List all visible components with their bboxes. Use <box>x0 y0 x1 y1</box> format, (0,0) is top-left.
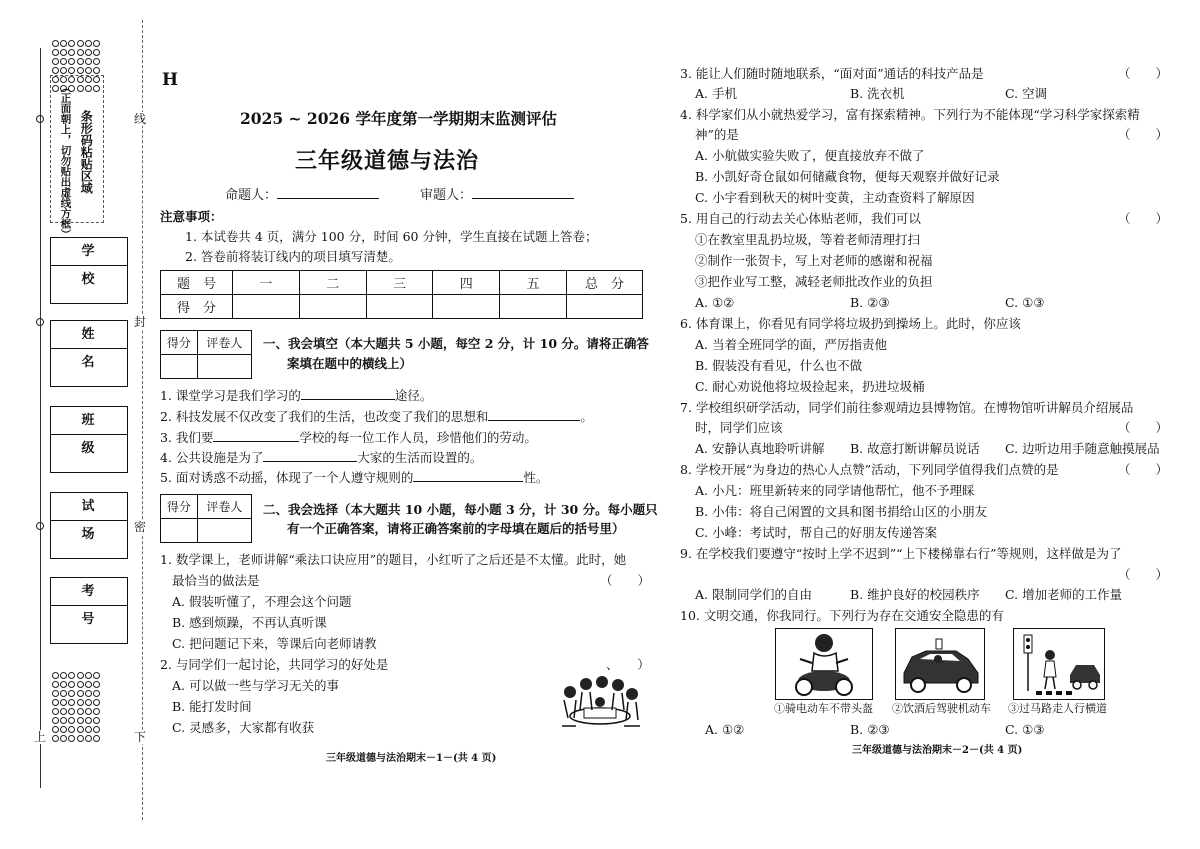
score-cell[interactable] <box>567 295 643 319</box>
binding-dot <box>93 717 100 724</box>
notes-title: 注意事项： <box>160 209 223 224</box>
binding-dot <box>52 681 59 688</box>
binding-dot <box>52 67 59 74</box>
answer-paren[interactable]: （ ） <box>1118 66 1169 81</box>
option: B. 感到烦躁，不再认真听课 <box>172 615 327 630</box>
exam-title: 2025 ~ 2026 学年度第一学期期末监测评估 <box>240 109 557 128</box>
barcode-note: （正面朝上，切勿贴出虚线方框） <box>59 82 72 240</box>
binding-dot <box>52 726 59 733</box>
binding-dot <box>68 67 75 74</box>
question-2: 2. 与同学们一起讨论，共同学习的好处是 <box>160 657 389 672</box>
binding-rule <box>40 48 41 788</box>
binding-dot <box>52 717 59 724</box>
field-name[interactable]: 姓 名 <box>50 320 128 387</box>
binding-dot <box>68 49 75 56</box>
section1-title: 一、我会填空（本大题共 5 小题，每空 2 分，计 10 分。请将正确答 <box>263 336 649 351</box>
score-cell[interactable] <box>366 295 433 319</box>
binding-dot <box>85 672 92 679</box>
score-header: 五 <box>500 271 567 295</box>
score-cell[interactable] <box>233 295 300 319</box>
section2-title-cont: 有一个正确答案，请将正确答案前的字母填在题后的括号里） <box>287 521 625 536</box>
binding-dot <box>93 40 100 47</box>
answer-blank[interactable] <box>301 399 395 400</box>
score-cell[interactable] <box>299 295 366 319</box>
question-7-cont: 时，同学们应该 <box>695 420 783 435</box>
answer-paren[interactable]: （ ） <box>1118 567 1169 582</box>
binding-dot <box>52 49 59 56</box>
option: A. 小凡：班里新转来的同学请他帮忙，他不予理睬 <box>695 483 975 498</box>
picture-ebike-no-helmet <box>775 628 873 700</box>
answer-paren[interactable]: （ ） <box>1118 127 1169 142</box>
option: B. 小凯好奇仓鼠如何储藏食物，便每天观察并做好记录 <box>695 169 1000 184</box>
fill-question-5: 5. 面对诱惑不动摇，体现了一个人遵守规则的 性。 <box>160 470 549 485</box>
binding-dot <box>52 708 59 715</box>
question-7: 7. 学校组织研学活动，同学们前往参观靖边县博物馆。在博物馆听讲解员介绍展品 <box>680 400 1134 415</box>
binding-dots-bottom <box>51 672 101 742</box>
binding-dot <box>85 717 92 724</box>
binding-dot <box>60 49 67 56</box>
binding-dot <box>93 67 100 74</box>
question-8: 8. 学校开展“为身边的热心人点赞”活动，下列同学值得我们点赞的是 <box>680 462 1059 477</box>
binding-dot <box>85 708 92 715</box>
binding-dot <box>52 40 59 47</box>
grader-box-2: 得分 评卷人 <box>160 494 252 543</box>
binding-dot <box>52 699 59 706</box>
option: C. 耐心劝说他将垃圾捡起来，扔进垃圾桶 <box>695 379 925 394</box>
option: A. 限制同学们的自由 <box>695 587 812 602</box>
binding-dot <box>77 58 84 65</box>
binding-dot <box>77 681 84 688</box>
binding-dot <box>77 735 84 742</box>
score-cell[interactable] <box>433 295 500 319</box>
binding-dot <box>93 690 100 697</box>
binding-dot <box>77 717 84 724</box>
version-letter: H <box>162 70 179 90</box>
binding-dot <box>85 735 92 742</box>
binding-dot <box>52 690 59 697</box>
picture-crosswalk <box>1013 628 1105 700</box>
binding-dot <box>60 40 67 47</box>
question-5: 5. 用自己的行动去关心体贴老师，我们可以 <box>680 211 921 226</box>
binding-dot <box>85 699 92 706</box>
binding-dot <box>93 58 100 65</box>
question-1-cont: 最恰当的做法是 <box>172 573 260 588</box>
option: C. 小峰：考试时，帮自己的好朋友传递答案 <box>695 525 938 540</box>
answer-blank[interactable] <box>413 481 523 482</box>
option: B. ②③ <box>850 722 890 737</box>
question-10: 10. 文明交通，你我同行。下列行为存在交通安全隐患的有 <box>680 608 1004 623</box>
option: A. ①② <box>705 722 745 737</box>
binding-dot <box>77 40 84 47</box>
binding-dot <box>85 67 92 74</box>
score-header: 三 <box>366 271 433 295</box>
option: C. 灵感多，大家都有收获 <box>172 720 315 735</box>
binding-dot <box>60 690 67 697</box>
section2-title: 二、我会选择（本大题共 10 小题，每小题 3 分，计 30 分。每小题只 <box>263 502 658 517</box>
page-footer-left: 三年级道德与法治期末－1－(共 4 页) <box>326 753 497 764</box>
option: B. 小伟：将自己闲置的文具和图书捐给山区的小朋友 <box>695 504 988 519</box>
page-footer-right: 三年级道德与法治期末－2－(共 4 页) <box>852 745 1023 756</box>
binding-ring <box>36 318 44 326</box>
option: A. 安静认真地聆听讲解 <box>695 441 825 456</box>
binding-dot <box>68 672 75 679</box>
option: A. 小航做实验失败了，便直接放弃不做了 <box>695 148 925 163</box>
fill-question-1: 1. 课堂学习是我们学习的 途径。 <box>160 388 433 403</box>
barcode-area <box>50 75 104 240</box>
question-3: 3. 能让人们随时随地联系，“面对面”通话的科技产品是 <box>680 66 984 81</box>
binding-dot <box>60 681 67 688</box>
binding-dot <box>93 735 100 742</box>
binding-dot <box>52 735 59 742</box>
cut-mark: 上 <box>34 730 47 744</box>
score-header: 一 <box>233 271 300 295</box>
option: B. 假装没有看见，什么也不做 <box>695 358 863 373</box>
binding-dot <box>60 58 67 65</box>
answer-paren[interactable]: 、 ） <box>606 657 650 672</box>
field-exam-number[interactable]: 考 号 <box>50 577 128 644</box>
field-class[interactable]: 班 级 <box>50 406 128 473</box>
binding-ring <box>36 522 44 530</box>
binding-dot <box>93 726 100 733</box>
binding-dot <box>77 49 84 56</box>
author-field[interactable]: 命题人： <box>225 188 379 204</box>
binding-dot <box>68 681 75 688</box>
question-4: 4. 科学家们从小就热爱学习，富有探索精神。下列行为不能体现“学习科学家探索精 <box>680 107 1140 122</box>
binding-ring <box>36 115 44 123</box>
binding-dot <box>60 708 67 715</box>
option: A. 假装听懂了，不理会这个问题 <box>172 594 352 609</box>
statement: ②制作一张贺卡，写上对老师的感谢和祝福 <box>695 253 933 268</box>
binding-dot <box>93 681 100 688</box>
cut-line <box>142 20 143 820</box>
option: C. ①③ <box>1005 722 1045 737</box>
picture-caption: ②饮酒后驾驶机动车 <box>892 702 991 715</box>
binding-dot <box>68 690 75 697</box>
option: A. 当着全班同学的面，严厉指责他 <box>695 337 887 352</box>
binding-dot <box>85 726 92 733</box>
cut-mark: 封 <box>134 315 147 329</box>
cut-mark: 线 <box>134 112 147 126</box>
score-cell[interactable] <box>500 295 567 319</box>
option: B. 洗衣机 <box>850 86 905 101</box>
cut-mark: 密 <box>134 520 147 534</box>
cut-mark: 下 <box>134 730 147 744</box>
option: A. ①② <box>695 295 735 310</box>
binding-dot <box>77 699 84 706</box>
reviewer-field[interactable]: 审题人： <box>420 188 574 204</box>
option: B. 能打发时间 <box>172 699 252 714</box>
option: A. 可以做一些与学习无关的事 <box>172 678 339 693</box>
score-header: 题 号 <box>161 271 233 295</box>
binding-dot <box>77 67 84 74</box>
binding-dot <box>93 699 100 706</box>
question-4-cont: 神”的是 <box>695 127 739 142</box>
answer-blank[interactable] <box>213 441 299 442</box>
binding-dot <box>77 690 84 697</box>
binding-dot <box>68 58 75 65</box>
binding-dot <box>52 672 59 679</box>
group-study-illustration <box>556 672 644 732</box>
statement: ③把作业写工整，减轻老师批改作业的负担 <box>695 274 933 289</box>
binding-dot <box>68 735 75 742</box>
answer-paren[interactable]: （ ） <box>1118 420 1169 435</box>
option: A. 手机 <box>695 86 737 101</box>
binding-dot <box>93 708 100 715</box>
option: B. 维护良好的校园秩序 <box>850 587 980 602</box>
score-header: 总 分 <box>567 271 643 295</box>
binding-dot <box>85 58 92 65</box>
binding-dot <box>85 49 92 56</box>
note-item: 2. 答卷前将装订线内的项目填写清楚。 <box>185 249 401 264</box>
binding-dot <box>60 67 67 74</box>
score-header: 四 <box>433 271 500 295</box>
option: B. 故意打断讲解员说话 <box>850 441 980 456</box>
question-9: 9. 在学校我们要遵守“按时上学不迟到”“上下楼梯靠右行”等规则，这样做是为了 <box>680 546 1122 561</box>
section1-title-cont: 案填在题中的横线上） <box>287 356 413 371</box>
answer-paren[interactable]: （ ） <box>600 573 651 588</box>
subject-title: 三年级道德与法治 <box>295 148 480 174</box>
option: C. 边听边用手随意触摸展品 <box>1005 441 1160 456</box>
note-item: 1. 本试卷共 4 页，满分 100 分，时间 60 分钟，学生直接在试题上答卷； <box>185 229 598 244</box>
picture-caption: ③过马路走人行横道 <box>1008 702 1107 715</box>
binding-dot <box>68 726 75 733</box>
binding-dot <box>77 726 84 733</box>
binding-dot <box>77 708 84 715</box>
binding-dot <box>52 58 59 65</box>
answer-blank[interactable] <box>263 461 357 462</box>
binding-dot <box>60 717 67 724</box>
binding-dot <box>60 735 67 742</box>
binding-dot <box>93 49 100 56</box>
grader-box-1: 得分 评卷人 <box>160 330 252 379</box>
picture-caption: ①骑电动车不带头盔 <box>774 702 873 715</box>
option: C. 把问题记下来，等课后向老师请教 <box>172 636 377 651</box>
score-table <box>160 270 643 319</box>
binding-dot <box>68 717 75 724</box>
statement: ①在教室里乱扔垃圾，等着老师清理打扫 <box>695 232 921 247</box>
binding-dot <box>85 40 92 47</box>
binding-dot <box>93 672 100 679</box>
barcode-label: 条形码粘贴区域 <box>79 110 94 194</box>
option: C. 空调 <box>1005 86 1048 101</box>
field-exam-room[interactable]: 试 场 <box>50 492 128 559</box>
binding-dot <box>60 699 67 706</box>
option: C. 增加老师的工作量 <box>1005 587 1123 602</box>
option: B. ②③ <box>850 295 890 310</box>
binding-dot <box>77 672 84 679</box>
fill-question-4: 4. 公共设施是为了 大家的生活而设置的。 <box>160 450 483 465</box>
score-header: 二 <box>299 271 366 295</box>
answer-paren[interactable]: （ ） <box>1118 211 1169 226</box>
binding-dot <box>68 699 75 706</box>
fill-question-2: 2. 科技发展不仅改变了我们的生活，也改变了我们的思想和 。 <box>160 409 593 424</box>
binding-dot <box>60 726 67 733</box>
question-6: 6. 体育课上，你看见有同学将垃圾扔到操场上。此时，你应该 <box>680 316 1021 331</box>
field-school[interactable]: 学 校 <box>50 237 128 304</box>
score-row-label: 得 分 <box>161 295 233 319</box>
binding-dot <box>68 40 75 47</box>
answer-paren[interactable]: （ ） <box>1118 462 1169 477</box>
option: C. 小宇看到秋天的树叶变黄，主动查资料了解原因 <box>695 190 975 205</box>
binding-dot <box>85 690 92 697</box>
binding-dot <box>60 672 67 679</box>
fill-question-3: 3. 我们要 学校的每一位工作人员，珍惜他们的劳动。 <box>160 430 537 445</box>
binding-dot <box>85 681 92 688</box>
option: C. ①③ <box>1005 295 1045 310</box>
binding-dot <box>68 708 75 715</box>
answer-blank[interactable] <box>488 420 580 421</box>
picture-drunk-driving <box>895 628 985 700</box>
question-1: 1. 数学课上，老师讲解“乘法口诀应用”的题目，小红听了之后还是不太懂。此时，她 <box>160 552 627 567</box>
